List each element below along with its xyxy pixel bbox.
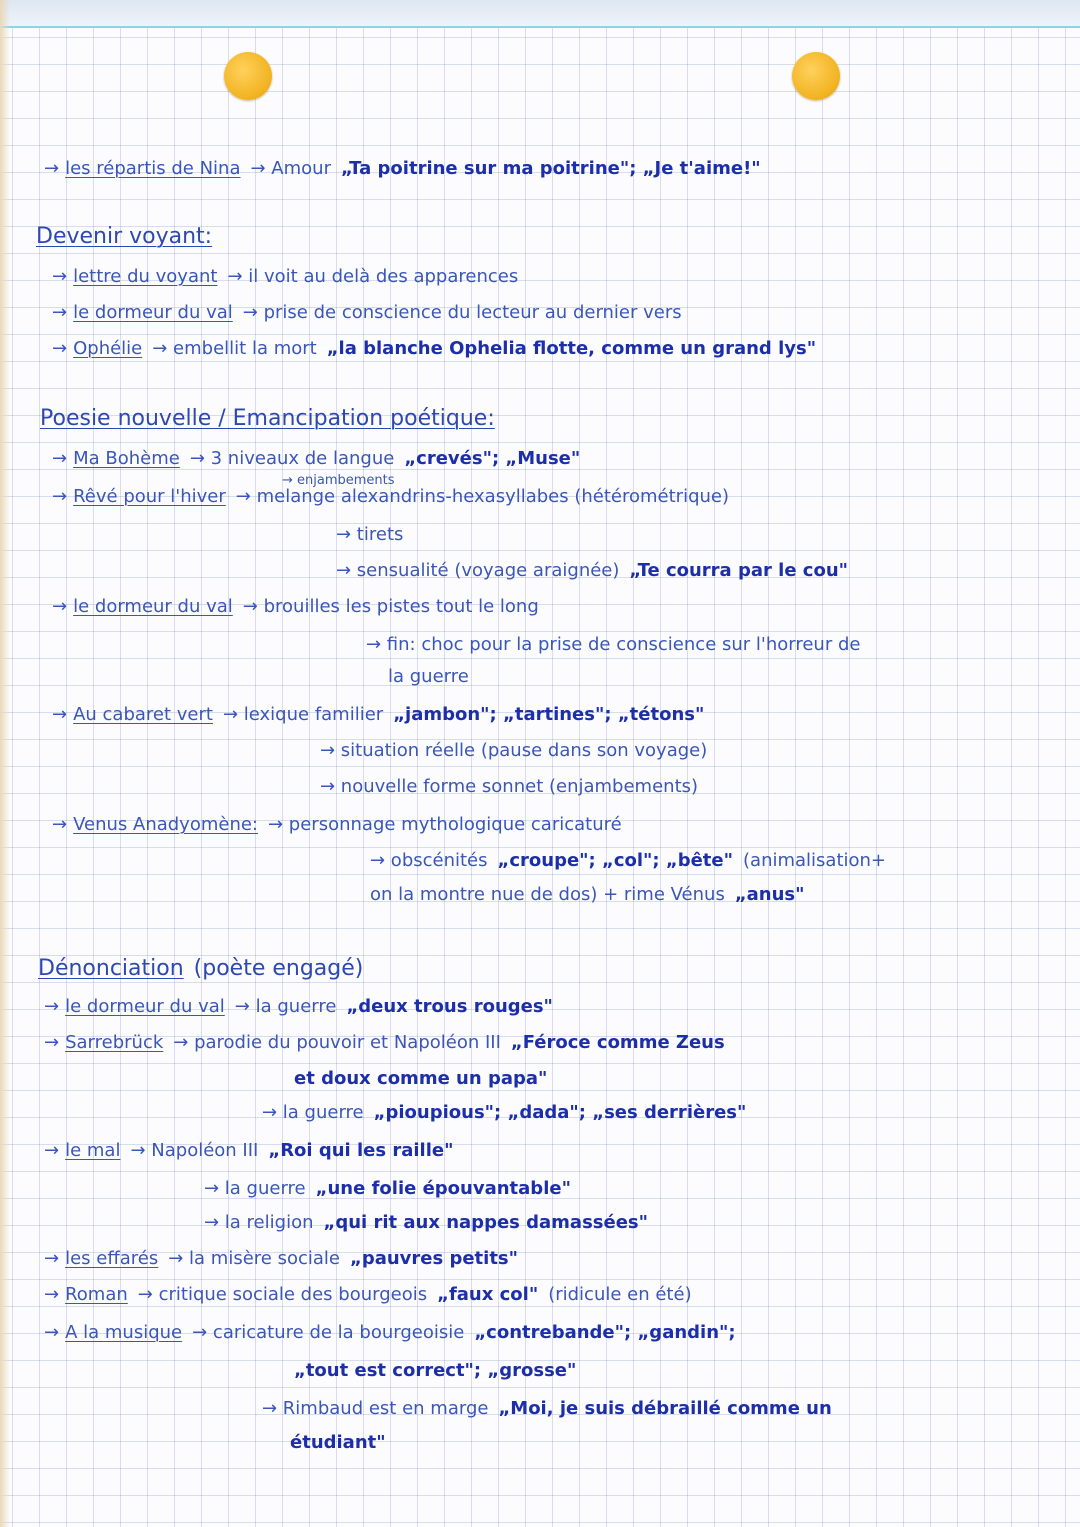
note-line: → Au cabaret vert → lexique familier „jambon"; „tartines"; „tétons" <box>52 704 705 725</box>
section-heading: Devenir voyant: <box>36 224 213 249</box>
note-line: → situation réelle (pause dans son voyage) <box>320 740 708 761</box>
note-line: → la religion „qui rit aux nappes damassées" <box>204 1212 649 1233</box>
note-line: on la montre nue de dos) + rime Vénus „anus" <box>370 884 805 905</box>
note-line: → les répartis de Nina → Amour „Ta poitrine sur ma poitrine"; „Je t'aime!" <box>44 158 761 179</box>
note-line: → fin: choc pour la prise de conscience sur l'horreur de <box>366 634 861 655</box>
note-line: étudiant" <box>290 1432 386 1453</box>
binder-hole-right <box>792 52 840 100</box>
note-line: → A la musique → caricature de la bourgeoisie „contrebande"; „gandin"; <box>44 1322 736 1343</box>
note-line: → la guerre „une folie épouvantable" <box>204 1178 571 1199</box>
section-heading: Dénonciation (poète engagé) <box>38 956 364 981</box>
page-top-band <box>0 0 1080 28</box>
note-line: → Venus Anadyomène: → personnage mythologique caricaturé <box>52 814 622 835</box>
note-line: → la guerre „pioupious"; „dada"; „ses derrières" <box>262 1102 747 1123</box>
note-line: → Sarrebrück → parodie du pouvoir et Napoléon III „Féroce comme Zeus <box>44 1032 725 1053</box>
note-line: → le dormeur du val → prise de conscience du lecteur au dernier vers <box>52 302 682 323</box>
binder-hole-left <box>224 52 272 100</box>
note-line: → le mal → Napoléon III „Roi qui les raille" <box>44 1140 454 1161</box>
page-left-edge <box>0 0 10 1527</box>
note-line: → Ophélie → embellit la mort „la blanche Ophelia flotte, comme un grand lys" <box>52 338 817 359</box>
note-line: → Rimbaud est en marge „Moi, je suis débraillé comme un <box>262 1398 832 1419</box>
note-line: → Roman → critique sociale des bourgeois „faux col" (ridicule en été) <box>44 1284 692 1305</box>
note-line: → Ma Bohème → 3 niveaux de langue „crevés"; „Muse" <box>52 448 581 469</box>
note-line: → nouvelle forme sonnet (enjambements) <box>320 776 699 797</box>
note-line: → enjambements <box>282 473 395 488</box>
note-line: → lettre du voyant → il voit au delà des apparences <box>52 266 519 287</box>
note-line: → les effarés → la misère sociale „pauvres petits" <box>44 1248 519 1269</box>
note-line: et doux comme un papa" <box>294 1068 548 1089</box>
note-line: → sensualité (voyage araignée) „Te courra par le cou" <box>336 560 849 581</box>
note-line: → tirets <box>336 524 404 545</box>
note-line: la guerre <box>388 666 469 687</box>
note-line: „tout est correct"; „grosse" <box>294 1360 577 1381</box>
note-line: → obscénités „croupe"; „col"; „bête" (animalisation+ <box>370 850 887 871</box>
note-line: → le dormeur du val → la guerre „deux trous rouges" <box>44 996 553 1017</box>
note-line: → Rêvé pour l'hiver → melange alexandrins-hexasyllabes (hétérométrique) <box>52 486 730 507</box>
section-heading: Poesie nouvelle / Emancipation poétique: <box>40 406 495 431</box>
note-line: → le dormeur du val → brouilles les pistes tout le long <box>52 596 539 617</box>
